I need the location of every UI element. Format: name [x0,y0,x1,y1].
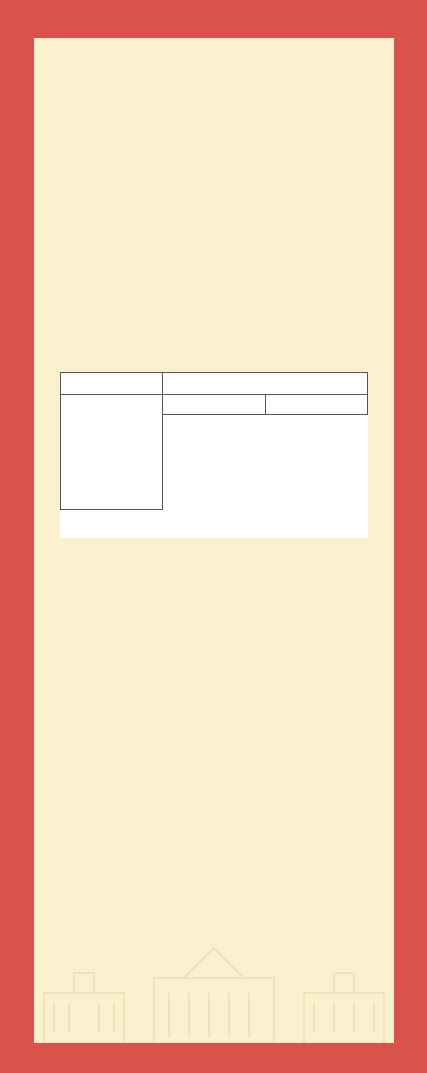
content-panel [34,38,394,1043]
after-review-header [265,395,367,415]
review-litigation-table [60,372,368,538]
building-watermark [34,933,394,1043]
review-header [61,373,163,395]
litigation-header [163,373,368,395]
direct-suit-header [163,395,265,415]
review-columns [61,395,163,510]
